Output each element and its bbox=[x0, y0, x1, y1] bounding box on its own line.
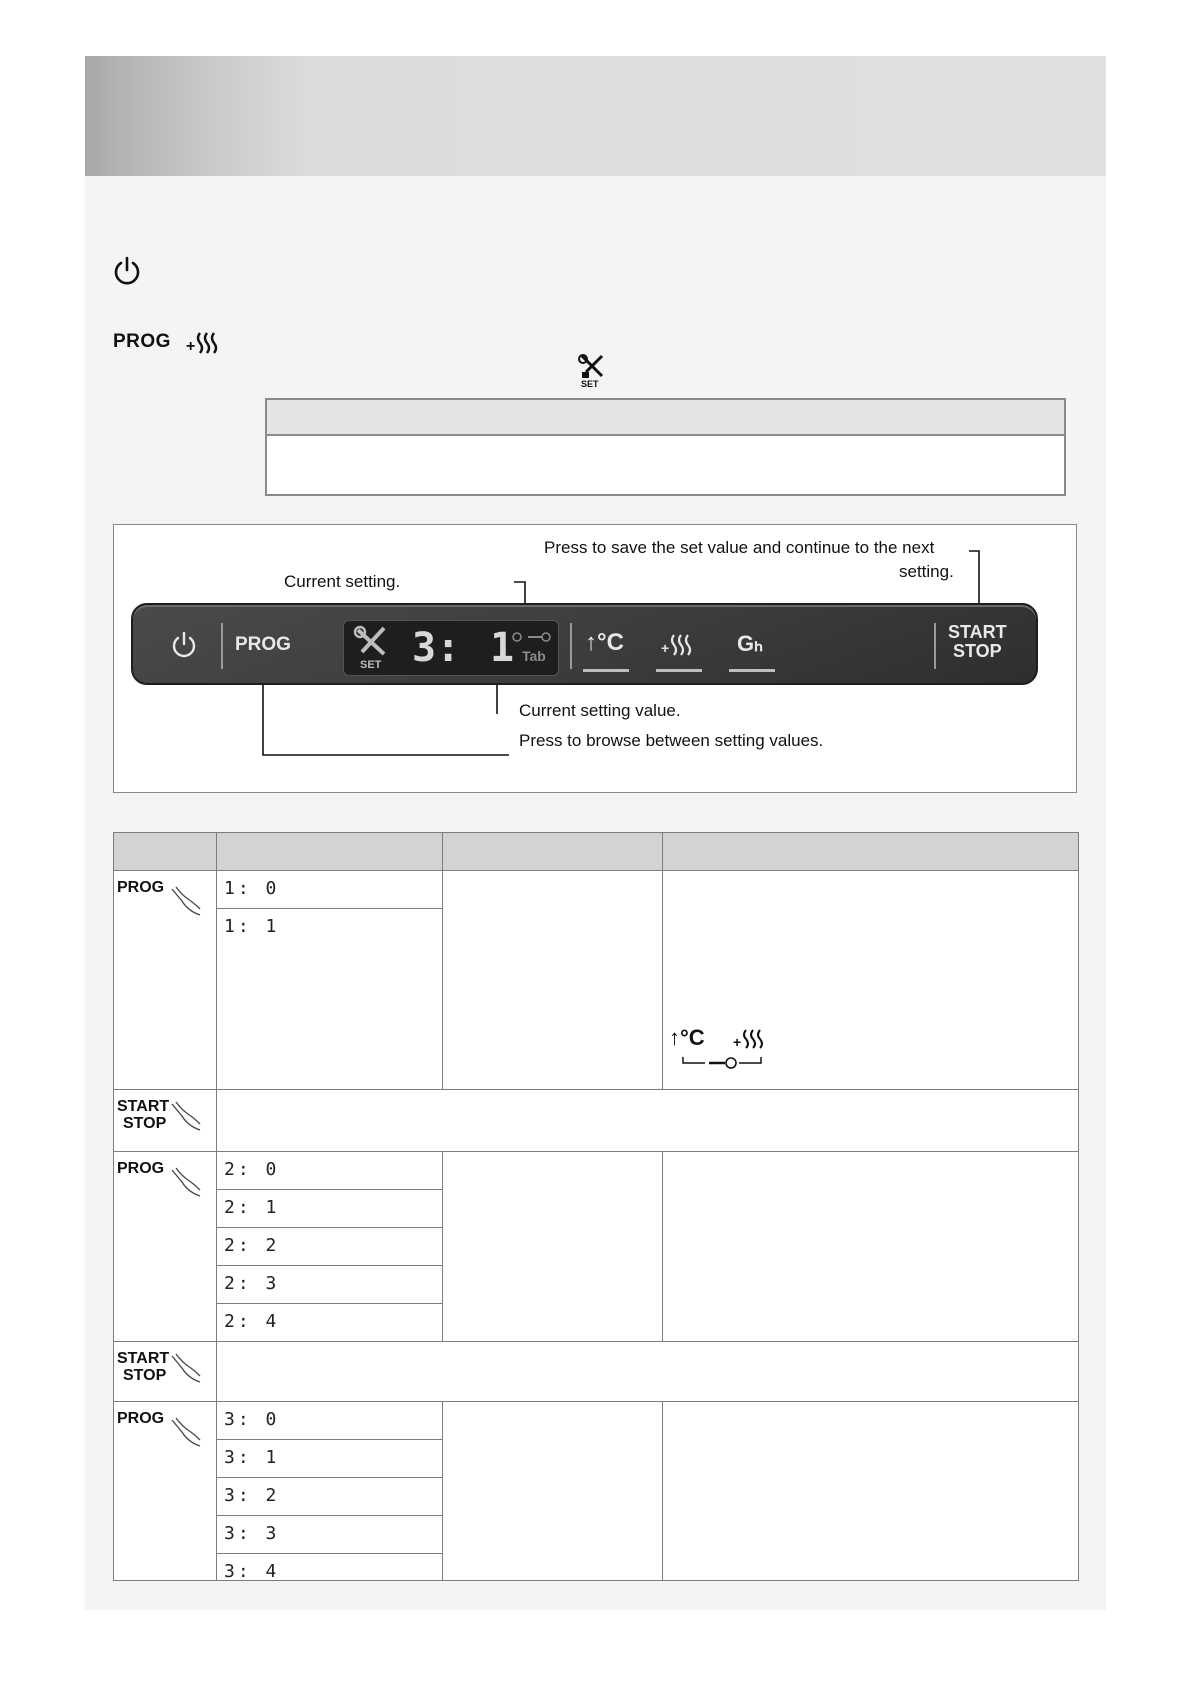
description-cell bbox=[443, 1152, 663, 1342]
callout-save-line1: Press to save the set value and continue to the next bbox=[544, 538, 935, 557]
svg-text:+: + bbox=[661, 640, 670, 656]
notice-table-header bbox=[267, 400, 1064, 436]
header-cell bbox=[217, 833, 443, 871]
prog-press-icon: PROG bbox=[114, 1402, 216, 1428]
panel-temp-button[interactable]: ↑°C bbox=[585, 629, 624, 656]
control-panel-bar bbox=[131, 603, 1038, 685]
start-stop-description-cell bbox=[217, 1342, 1079, 1402]
panel-heat-button[interactable] bbox=[661, 631, 695, 659]
header-cell bbox=[663, 833, 1079, 871]
description-cell bbox=[443, 1402, 663, 1581]
table-row bbox=[114, 1152, 1079, 1190]
start-stop-button-cell bbox=[114, 1342, 217, 1402]
setting-value-cell: 3: 3 bbox=[217, 1516, 443, 1554]
table-row bbox=[114, 871, 1079, 909]
set-tools-icon bbox=[576, 352, 610, 388]
lock-heat-icon bbox=[733, 1027, 767, 1053]
display-value-digit: 1 bbox=[490, 625, 515, 671]
callout-browse: Press to browse between setting values. bbox=[519, 731, 824, 750]
panel-display bbox=[343, 620, 559, 676]
start-label: START bbox=[948, 622, 1007, 642]
notes-cell bbox=[663, 1152, 1079, 1342]
panel-prog-button[interactable]: PROG bbox=[235, 634, 291, 655]
header-cell bbox=[114, 833, 217, 871]
prog-press-icon: PROG bbox=[114, 1152, 216, 1178]
hand-pointer-icon bbox=[168, 1164, 208, 1204]
hand-pointer-icon bbox=[168, 883, 208, 923]
prog-button-label: PROG bbox=[113, 331, 171, 352]
prog-button-cell bbox=[114, 1402, 217, 1581]
start-stop-button-cell bbox=[114, 1090, 217, 1152]
hand-pointer-icon bbox=[168, 1098, 208, 1138]
callout-save-line2: setting. bbox=[899, 562, 954, 581]
lock-temp-icon: ↑°C bbox=[669, 1025, 705, 1050]
callout-current-setting: Current setting. bbox=[284, 572, 401, 591]
notes-cell bbox=[663, 871, 1079, 1090]
hand-pointer-icon bbox=[168, 1414, 208, 1454]
panel-separator bbox=[570, 623, 572, 669]
setting-value-cell: 3: 4 bbox=[217, 1554, 443, 1581]
display-indicator-icons bbox=[510, 629, 554, 645]
header-cell bbox=[443, 833, 663, 871]
panel-separator bbox=[221, 623, 223, 669]
setting-value-cell: 2: 4 bbox=[217, 1304, 443, 1342]
stop-label: STOP bbox=[952, 641, 1002, 661]
setting-value-cell: 3: 2 bbox=[217, 1478, 443, 1516]
prog-button-cell bbox=[114, 1152, 217, 1342]
table-row bbox=[114, 1342, 1079, 1402]
svg-text:SET: SET bbox=[581, 379, 599, 388]
setting-value-cell: 2: 1 bbox=[217, 1190, 443, 1228]
panel-power-icon[interactable] bbox=[170, 631, 198, 659]
svg-text:+: + bbox=[733, 1034, 742, 1050]
setting-value-cell: 2: 2 bbox=[217, 1228, 443, 1266]
table-row bbox=[114, 1402, 1079, 1440]
svg-text:+: + bbox=[186, 338, 196, 355]
panel-separator bbox=[934, 623, 936, 669]
settings-table bbox=[113, 832, 1079, 1581]
heat-button-underline bbox=[656, 669, 702, 672]
timer-button-underline bbox=[729, 669, 775, 672]
header-band bbox=[85, 56, 1106, 176]
setting-value-cell: 3: 1 bbox=[217, 1440, 443, 1478]
hand-pointer-icon bbox=[168, 1350, 208, 1390]
panel-timer-button[interactable]: Gₕ bbox=[737, 631, 764, 656]
notice-table bbox=[265, 398, 1066, 496]
description-cell bbox=[443, 871, 663, 1090]
start-stop-press-icon: START STOP bbox=[114, 1090, 216, 1132]
key-icon bbox=[681, 1055, 765, 1071]
setting-value-cell: 2: 3 bbox=[217, 1266, 443, 1304]
prog-press-icon: PROG bbox=[114, 871, 216, 897]
start-stop-description-cell bbox=[217, 1090, 1079, 1152]
start-stop-press-icon: START STOP bbox=[114, 1342, 216, 1384]
setting-value-cell: 1: 1 bbox=[217, 909, 443, 1090]
power-icon bbox=[112, 256, 142, 286]
panel-start-stop-button[interactable] bbox=[948, 623, 1007, 661]
table-header-row bbox=[114, 833, 1079, 871]
table-row bbox=[114, 1090, 1079, 1152]
temp-button-underline bbox=[583, 669, 629, 672]
setting-value-cell: 1: 0 bbox=[217, 871, 443, 909]
prog-button-cell bbox=[114, 871, 217, 1090]
display-tab-indicator: Tab bbox=[522, 648, 546, 664]
display-set-tools-icon bbox=[352, 624, 394, 670]
svg-text:SET: SET bbox=[360, 659, 382, 670]
display-setting-digit: 3: bbox=[412, 625, 461, 671]
control-panel-diagram bbox=[113, 524, 1077, 793]
heat-plus-icon bbox=[186, 329, 222, 359]
callout-current-value: Current setting value. bbox=[519, 701, 681, 720]
notes-cell bbox=[663, 1402, 1079, 1581]
key-lock-combination bbox=[663, 1025, 1078, 1089]
setting-value-cell: 2: 0 bbox=[217, 1152, 443, 1190]
setting-value-cell: 3: 0 bbox=[217, 1402, 443, 1440]
